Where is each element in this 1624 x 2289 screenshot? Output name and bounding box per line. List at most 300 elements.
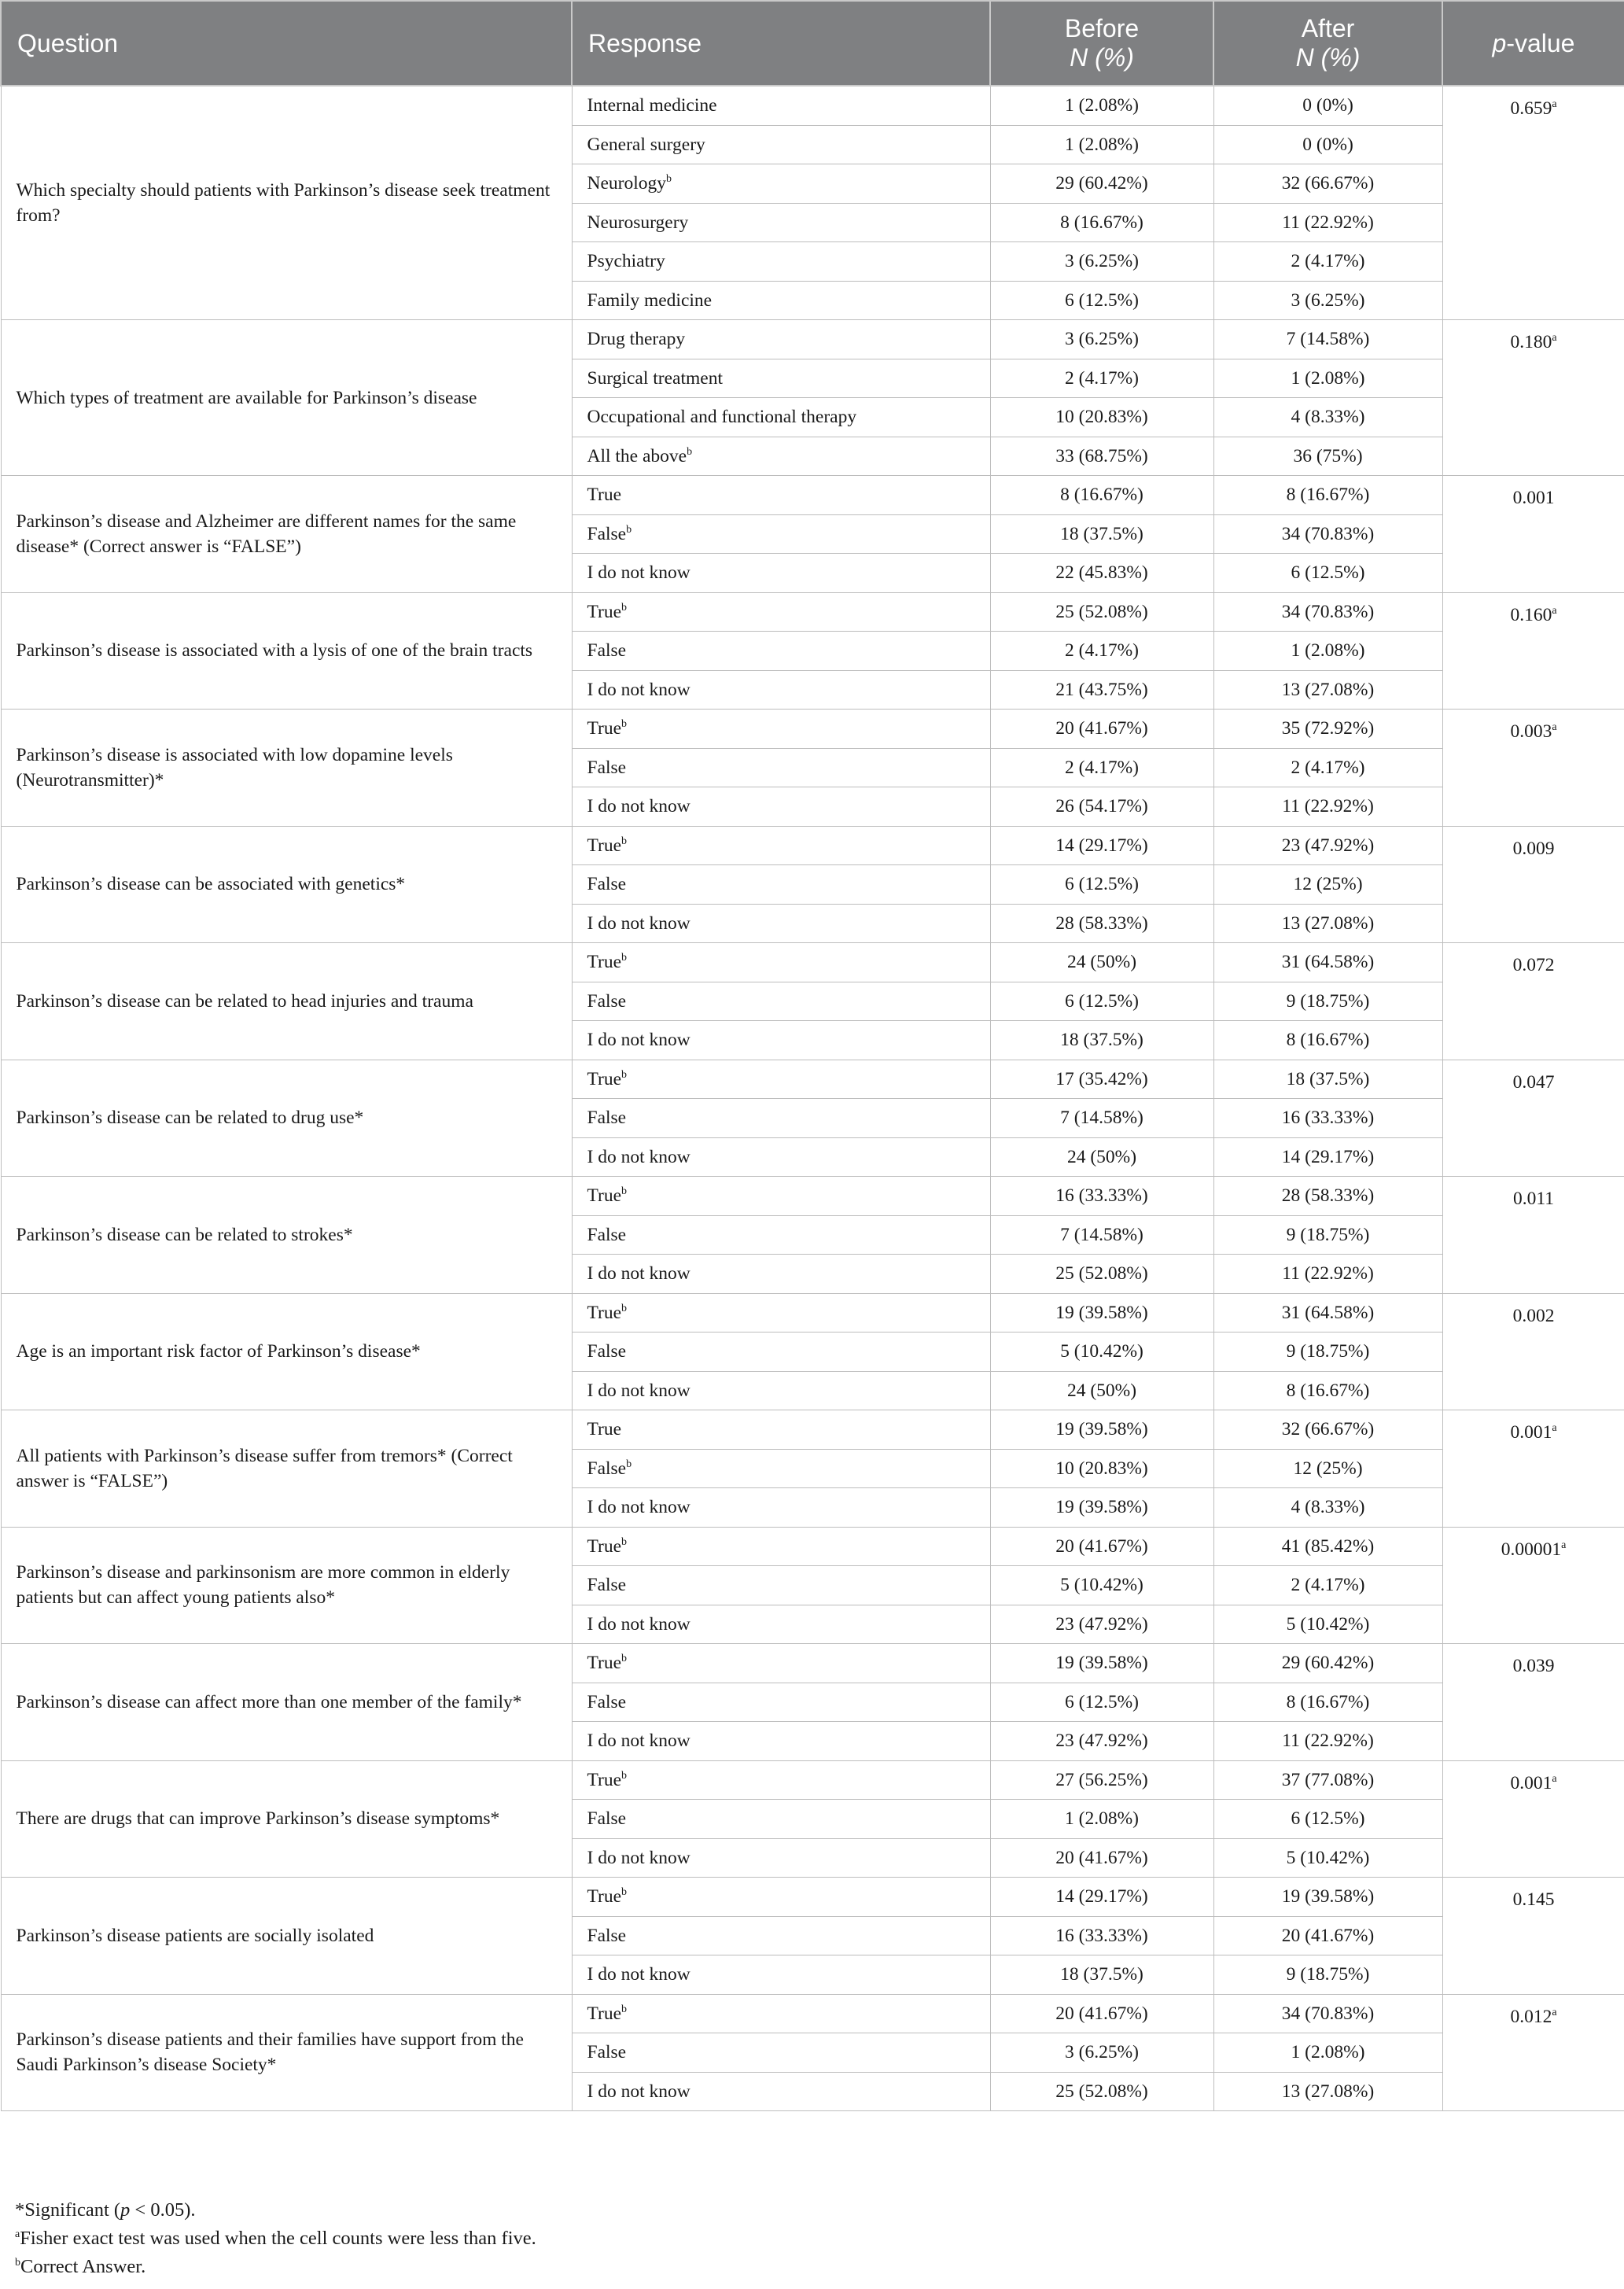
footnote-a (15, 2224, 536, 2253)
after-cell: 34 (70.83%) (1213, 514, 1442, 554)
table-row (1, 826, 1624, 865)
before-cell: 16 (33.33%) (990, 1177, 1213, 1216)
response-text: I do not know (587, 796, 690, 817)
response-text: True (587, 1302, 622, 1323)
p-value-footnote-mark: a (1552, 332, 1557, 344)
response-cell (572, 787, 990, 827)
response-text: I do not know (587, 1964, 690, 1985)
before-cell: 14 (29.17%) (990, 1878, 1213, 1917)
before-cell: 21 (43.75%) (990, 670, 1213, 710)
response-cell (572, 982, 990, 1021)
response-cell (572, 826, 990, 865)
header-before-n: N (%) (1070, 43, 1134, 72)
p-value-text: 0.180 (1510, 332, 1552, 352)
before-cell: 25 (52.08%) (990, 592, 1213, 632)
footnote-b-mark: b (15, 2257, 20, 2269)
p-value-cell (1442, 1760, 1624, 1878)
after-cell: 11 (22.92%) (1213, 1255, 1442, 1294)
question-cell: Parkinson’s disease and parkinsonism are more common in elderly patients but can affect young patients also* (1, 1527, 572, 1644)
response-footnote-mark: b (621, 1769, 628, 1782)
response-text: False (587, 2042, 627, 2063)
before-cell: 16 (33.33%) (990, 1916, 1213, 1955)
after-cell: 8 (16.67%) (1213, 1371, 1442, 1410)
before-cell: 23 (47.92%) (990, 1605, 1213, 1644)
before-cell: 20 (41.67%) (990, 1527, 1213, 1566)
response-text: False (587, 523, 627, 544)
before-cell: 27 (56.25%) (990, 1760, 1213, 1800)
p-value-cell (1442, 320, 1624, 476)
header-after (1213, 1, 1442, 86)
response-text: Psychiatry (587, 251, 665, 272)
response-text: False (587, 1808, 627, 1830)
table-row (1, 1994, 1624, 2033)
question-cell: Parkinson’s disease is associated with a lysis of one of the brain tracts (1, 592, 572, 710)
response-cell (572, 554, 990, 593)
response-cell (572, 1916, 990, 1955)
after-cell: 23 (47.92%) (1213, 826, 1442, 865)
after-cell: 6 (12.5%) (1213, 554, 1442, 593)
response-cell (572, 1449, 990, 1488)
response-text: All the above (587, 445, 687, 466)
p-value-footnote-mark: a (1561, 1539, 1567, 1551)
p-value-text: 0.001 (1512, 488, 1555, 508)
response-text: General surgery (587, 134, 705, 155)
response-cell (572, 748, 990, 787)
after-cell: 9 (18.75%) (1213, 982, 1442, 1021)
response-cell (572, 1683, 990, 1722)
p-value-cell (1442, 476, 1624, 593)
table-row (1, 1644, 1624, 1683)
before-cell: 7 (14.58%) (990, 1099, 1213, 1138)
response-cell (572, 1293, 990, 1332)
table-row (1, 710, 1624, 749)
response-cell (572, 1215, 990, 1255)
p-value-cell (1442, 943, 1624, 1060)
after-cell: 3 (6.25%) (1213, 281, 1442, 320)
before-cell: 6 (12.5%) (990, 1683, 1213, 1722)
p-value-cell (1442, 710, 1624, 827)
before-cell: 19 (39.58%) (990, 1293, 1213, 1332)
response-text: False (587, 1925, 627, 1946)
response-footnote-mark: b (621, 1302, 628, 1314)
header-before-label: Before (1064, 14, 1140, 42)
after-cell: 8 (16.67%) (1213, 1021, 1442, 1060)
after-cell: 28 (58.33%) (1213, 1177, 1442, 1216)
before-cell: 5 (10.42%) (990, 1332, 1213, 1372)
p-value-footnote-mark: a (1552, 1772, 1557, 1785)
header-p-italic: p (1492, 28, 1507, 57)
p-value-text: 0.072 (1512, 955, 1555, 975)
before-cell: 10 (20.83%) (990, 398, 1213, 437)
footnote-sig-prefix: *Significant ( (15, 2199, 121, 2221)
after-cell: 31 (64.58%) (1213, 943, 1442, 982)
response-cell (572, 1994, 990, 2033)
after-cell: 14 (29.17%) (1213, 1137, 1442, 1177)
response-cell (572, 865, 990, 905)
response-footnote-mark: b (621, 601, 628, 614)
response-text: Drug therapy (587, 329, 686, 350)
response-footnote-mark: b (626, 1458, 632, 1470)
response-footnote-mark: b (621, 1653, 628, 1665)
p-value-text: 0.039 (1512, 1656, 1555, 1676)
response-cell (572, 86, 990, 125)
before-cell: 6 (12.5%) (990, 982, 1213, 1021)
before-cell: 2 (4.17%) (990, 359, 1213, 398)
before-cell: 1 (2.08%) (990, 1800, 1213, 1839)
before-cell: 3 (6.25%) (990, 242, 1213, 282)
p-value-cell (1442, 592, 1624, 710)
response-cell (572, 2072, 990, 2111)
p-value-text: 0.003 (1510, 721, 1552, 742)
after-cell: 13 (27.08%) (1213, 670, 1442, 710)
question-cell: There are drugs that can improve Parkinson’s disease symptoms* (1, 1760, 572, 1878)
before-cell: 6 (12.5%) (990, 281, 1213, 320)
response-text: Occupational and functional therapy (587, 407, 857, 428)
before-cell: 24 (50%) (990, 1137, 1213, 1177)
before-cell: 19 (39.58%) (990, 1488, 1213, 1528)
response-cell (572, 1410, 990, 1450)
header-p-suffix: -value (1506, 28, 1575, 57)
before-cell: 3 (6.25%) (990, 2033, 1213, 2073)
after-cell: 34 (70.83%) (1213, 1994, 1442, 2033)
response-cell (572, 359, 990, 398)
response-text: True (587, 718, 622, 739)
after-cell: 0 (0%) (1213, 125, 1442, 164)
response-text: I do not know (587, 2081, 690, 2102)
after-cell: 11 (22.92%) (1213, 787, 1442, 827)
p-value-text: 0.011 (1512, 1189, 1554, 1209)
table-row (1, 1177, 1624, 1216)
table-row (1, 1060, 1624, 1099)
response-cell (572, 1255, 990, 1294)
table-row (1, 1410, 1624, 1450)
before-cell: 19 (39.58%) (990, 1410, 1213, 1450)
p-value-cell (1442, 826, 1624, 943)
response-footnote-mark: b (621, 2003, 628, 2015)
p-value-text: 0.009 (1512, 838, 1555, 859)
after-cell: 13 (27.08%) (1213, 904, 1442, 943)
response-cell (572, 1722, 990, 1761)
response-cell (572, 1838, 990, 1878)
response-footnote-mark: b (666, 173, 672, 186)
response-footnote-mark: b (621, 835, 628, 847)
after-cell: 8 (16.67%) (1213, 1683, 1442, 1722)
response-text: I do not know (587, 1263, 690, 1285)
response-cell (572, 1021, 990, 1060)
p-value-text: 0.001 (1510, 1422, 1552, 1443)
footnote-b (15, 2253, 536, 2281)
p-value-footnote-mark: a (1552, 98, 1557, 110)
p-value-text: 0.145 (1512, 1889, 1555, 1910)
response-footnote-mark: b (621, 1886, 628, 1899)
response-cell (572, 320, 990, 359)
after-cell: 2 (4.17%) (1213, 748, 1442, 787)
after-cell: 18 (37.5%) (1213, 1060, 1442, 1099)
before-cell: 33 (68.75%) (990, 437, 1213, 476)
response-cell (572, 476, 990, 515)
response-text: False (587, 1458, 627, 1479)
question-cell: Age is an important risk factor of Parkinson’s disease* (1, 1293, 572, 1410)
question-cell: Which types of treatment are available for Parkinson’s disease (1, 320, 572, 476)
table-row (1, 476, 1624, 515)
response-cell (572, 1177, 990, 1216)
table-row (1, 86, 1624, 125)
before-cell: 23 (47.92%) (990, 1722, 1213, 1761)
before-cell: 1 (2.08%) (990, 86, 1213, 125)
after-cell: 32 (66.67%) (1213, 1410, 1442, 1450)
after-cell: 1 (2.08%) (1213, 359, 1442, 398)
response-text: True (587, 485, 622, 506)
response-cell (572, 943, 990, 982)
response-cell (572, 592, 990, 632)
before-cell: 14 (29.17%) (990, 826, 1213, 865)
response-text: I do not know (587, 1146, 690, 1167)
response-text: False (587, 640, 627, 662)
before-cell: 20 (41.67%) (990, 710, 1213, 749)
response-text: True (587, 1419, 622, 1440)
response-text: False (587, 757, 627, 778)
p-value-footnote-mark: a (1552, 2006, 1557, 2018)
table-header (1, 1, 1624, 86)
before-cell: 18 (37.5%) (990, 1955, 1213, 1995)
before-cell: 2 (4.17%) (990, 748, 1213, 787)
response-cell (572, 1955, 990, 1995)
response-text: Internal medicine (587, 95, 717, 116)
after-cell: 2 (4.17%) (1213, 1566, 1442, 1605)
response-text: False (587, 1691, 627, 1712)
response-cell (572, 203, 990, 242)
p-value-footnote-mark: a (1552, 604, 1557, 617)
response-text: True (587, 835, 622, 856)
response-cell (572, 904, 990, 943)
after-cell: 31 (64.58%) (1213, 1293, 1442, 1332)
question-cell: All patients with Parkinson’s disease suffer from tremors* (Correct answer is “FALSE”) (1, 1410, 572, 1528)
before-cell: 20 (41.67%) (990, 1838, 1213, 1878)
question-cell: Parkinson’s disease and Alzheimer are different names for the same disease* (Correct answer is “FALSE”) (1, 476, 572, 593)
p-value-cell (1442, 1060, 1624, 1177)
after-cell: 1 (2.08%) (1213, 2033, 1442, 2073)
response-footnote-mark: b (621, 1068, 628, 1081)
response-cell (572, 1371, 990, 1410)
response-cell (572, 242, 990, 282)
after-cell: 11 (22.92%) (1213, 1722, 1442, 1761)
response-text: Surgical treatment (587, 367, 723, 389)
before-cell: 3 (6.25%) (990, 320, 1213, 359)
after-cell: 20 (41.67%) (1213, 1916, 1442, 1955)
footnote-a-mark: a (15, 2228, 20, 2240)
response-text: True (587, 1653, 622, 1674)
before-cell: 6 (12.5%) (990, 865, 1213, 905)
after-cell: 4 (8.33%) (1213, 1488, 1442, 1528)
p-value-cell (1442, 1293, 1624, 1410)
before-cell: 8 (16.67%) (990, 476, 1213, 515)
response-cell (572, 632, 990, 671)
response-text: I do not know (587, 1613, 690, 1635)
after-cell: 12 (25%) (1213, 865, 1442, 905)
response-footnote-mark: b (626, 523, 632, 536)
before-cell: 25 (52.08%) (990, 1255, 1213, 1294)
response-cell (572, 398, 990, 437)
response-cell (572, 1605, 990, 1644)
after-cell: 35 (72.92%) (1213, 710, 1442, 749)
response-cell (572, 1878, 990, 1917)
question-cell: Parkinson’s disease can be related to strokes* (1, 1177, 572, 1294)
question-cell: Parkinson’s disease is associated with low dopamine levels (Neurotransmitter)* (1, 710, 572, 827)
before-cell: 19 (39.58%) (990, 1644, 1213, 1683)
after-cell: 36 (75%) (1213, 437, 1442, 476)
before-cell: 10 (20.83%) (990, 1449, 1213, 1488)
before-cell: 2 (4.17%) (990, 632, 1213, 671)
before-cell: 24 (50%) (990, 943, 1213, 982)
response-cell (572, 1527, 990, 1566)
question-cell: Parkinson’s disease can be related to drug use* (1, 1060, 572, 1177)
question-cell: Parkinson’s disease patients are socially isolated (1, 1878, 572, 1995)
p-value-cell (1442, 1994, 1624, 2111)
response-text: I do not know (587, 1731, 690, 1752)
response-text: I do not know (587, 1497, 690, 1518)
p-value-text: 0.659 (1510, 98, 1552, 119)
response-footnote-mark: b (621, 1535, 628, 1548)
after-cell: 11 (22.92%) (1213, 203, 1442, 242)
response-cell (572, 1099, 990, 1138)
response-text: True (587, 601, 622, 622)
response-text: I do not know (587, 562, 690, 584)
before-cell: 25 (52.08%) (990, 2072, 1213, 2111)
before-cell: 28 (58.33%) (990, 904, 1213, 943)
after-cell: 41 (85.42%) (1213, 1527, 1442, 1566)
response-cell (572, 281, 990, 320)
after-cell: 1 (2.08%) (1213, 632, 1442, 671)
table-row (1, 943, 1624, 982)
header-response: Response (572, 1, 990, 86)
response-text: I do not know (587, 1380, 690, 1401)
before-cell: 5 (10.42%) (990, 1566, 1213, 1605)
response-text: False (587, 990, 627, 1012)
after-cell: 29 (60.42%) (1213, 1644, 1442, 1683)
response-text: Neurology (587, 173, 667, 194)
p-value-text: 0.160 (1510, 604, 1552, 625)
response-text: I do not know (587, 1847, 690, 1868)
response-cell (572, 437, 990, 476)
after-cell: 5 (10.42%) (1213, 1838, 1442, 1878)
response-cell (572, 1800, 990, 1839)
after-cell: 19 (39.58%) (1213, 1878, 1442, 1917)
response-text: False (587, 1341, 627, 1362)
footnote-sig-p: p (120, 2199, 131, 2221)
after-cell: 34 (70.83%) (1213, 592, 1442, 632)
p-value-text: 0.012 (1510, 2006, 1552, 2027)
before-cell: 1 (2.08%) (990, 125, 1213, 164)
response-text: I do not know (587, 912, 690, 934)
response-cell (572, 514, 990, 554)
after-cell: 13 (27.08%) (1213, 2072, 1442, 2111)
response-cell (572, 1137, 990, 1177)
response-text: True (587, 2003, 622, 2024)
response-cell (572, 125, 990, 164)
header-after-n: N (%) (1295, 43, 1361, 72)
after-cell: 0 (0%) (1213, 86, 1442, 125)
before-cell: 7 (14.58%) (990, 1215, 1213, 1255)
response-text: False (587, 1224, 627, 1245)
response-cell (572, 1488, 990, 1528)
before-cell: 20 (41.67%) (990, 1994, 1213, 2033)
response-text: True (587, 1068, 622, 1089)
before-cell: 24 (50%) (990, 1371, 1213, 1410)
table-row (1, 320, 1624, 359)
p-value-footnote-mark: a (1552, 721, 1557, 733)
footnote-b-text: Correct Answer. (20, 2256, 146, 2277)
question-cell: Parkinson’s disease patients and their families have support from the Saudi Parkinson’s disease Society* (1, 1994, 572, 2111)
before-cell: 18 (37.5%) (990, 514, 1213, 554)
footnote-sig-suffix: < 0.05). (130, 2199, 196, 2221)
footnote-significant (15, 2196, 536, 2224)
response-text: True (587, 1535, 622, 1557)
header-after-label: After (1301, 14, 1355, 42)
response-cell (572, 1760, 990, 1800)
after-cell: 12 (25%) (1213, 1449, 1442, 1488)
response-text: Neurosurgery (587, 212, 689, 233)
response-text: I do not know (587, 1030, 690, 1051)
response-cell (572, 670, 990, 710)
response-text: False (587, 1108, 627, 1129)
p-value-text: 0.001 (1510, 1772, 1552, 1793)
response-cell (572, 2033, 990, 2073)
table-body (1, 86, 1624, 2111)
response-text: Family medicine (587, 289, 713, 311)
after-cell: 8 (16.67%) (1213, 476, 1442, 515)
question-cell: Parkinson’s disease can be related to head injuries and trauma (1, 943, 572, 1060)
before-cell: 26 (54.17%) (990, 787, 1213, 827)
header-before (990, 1, 1213, 86)
after-cell: 32 (66.67%) (1213, 164, 1442, 204)
after-cell: 9 (18.75%) (1213, 1332, 1442, 1372)
after-cell: 2 (4.17%) (1213, 242, 1442, 282)
after-cell: 9 (18.75%) (1213, 1955, 1442, 1995)
after-cell: 37 (77.08%) (1213, 1760, 1442, 1800)
response-text: False (587, 1575, 627, 1596)
p-value-footnote-mark: a (1552, 1422, 1557, 1434)
question-cell: Parkinson’s disease can affect more than one member of the family* (1, 1644, 572, 1761)
response-text: True (587, 1886, 622, 1908)
before-cell: 17 (35.42%) (990, 1060, 1213, 1099)
after-cell: 9 (18.75%) (1213, 1215, 1442, 1255)
response-footnote-mark: b (621, 718, 628, 731)
p-value-cell (1442, 1527, 1624, 1644)
header-p-value (1442, 1, 1624, 86)
table-row (1, 1293, 1624, 1332)
response-text: True (587, 1769, 622, 1790)
p-value-cell (1442, 1410, 1624, 1528)
p-value-text: 0.047 (1512, 1071, 1555, 1093)
response-cell (572, 710, 990, 749)
before-cell: 8 (16.67%) (990, 203, 1213, 242)
after-cell: 16 (33.33%) (1213, 1099, 1442, 1138)
table-row (1, 1878, 1624, 1917)
table-row (1, 1527, 1624, 1566)
question-cell: Parkinson’s disease can be associated with genetics* (1, 826, 572, 943)
p-value-cell (1442, 1644, 1624, 1761)
after-cell: 5 (10.42%) (1213, 1605, 1442, 1644)
response-footnote-mark: b (621, 1185, 628, 1198)
before-cell: 22 (45.83%) (990, 554, 1213, 593)
table-row (1, 1760, 1624, 1800)
before-cell: 29 (60.42%) (990, 164, 1213, 204)
response-text: True (587, 1185, 622, 1207)
after-cell: 7 (14.58%) (1213, 320, 1442, 359)
question-cell: Which specialty should patients with Parkinson’s disease seek treatment from? (1, 86, 572, 320)
after-cell: 4 (8.33%) (1213, 398, 1442, 437)
response-cell (572, 1332, 990, 1372)
